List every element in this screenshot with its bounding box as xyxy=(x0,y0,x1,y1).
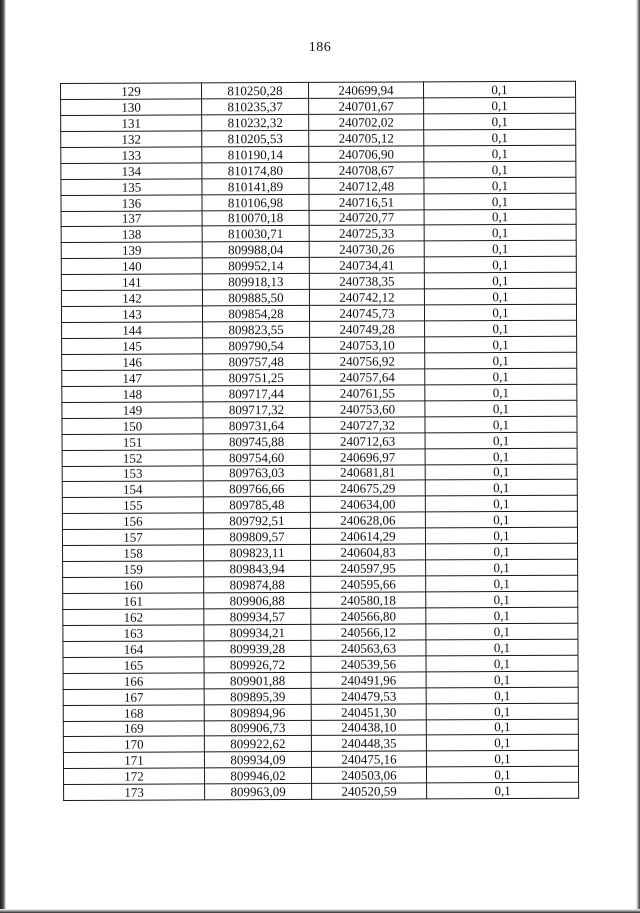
y-coordinate-cell: 240745,73 xyxy=(309,305,424,321)
x-coordinate-cell: 809939,28 xyxy=(204,640,311,656)
y-coordinate-cell: 240696,97 xyxy=(310,448,425,464)
x-coordinate-cell: 809906,88 xyxy=(204,592,311,608)
y-coordinate-cell: 240580,18 xyxy=(311,592,426,608)
x-coordinate-cell: 809885,50 xyxy=(202,290,309,306)
y-coordinate-cell: 240702,02 xyxy=(309,114,424,130)
scan-bottom-edge-shadow xyxy=(0,909,640,913)
point-number-cell: 137 xyxy=(61,210,202,227)
table-row xyxy=(63,591,578,609)
table-row xyxy=(62,480,577,498)
x-coordinate-cell: 809906,73 xyxy=(204,720,311,736)
x-coordinate-cell: 809901,88 xyxy=(204,672,311,688)
point-number-cell: 172 xyxy=(63,768,204,785)
table-row xyxy=(61,113,576,131)
point-number-cell: 142 xyxy=(61,290,202,307)
x-coordinate-cell: 809843,94 xyxy=(204,561,311,577)
scan-right-edge-shadow xyxy=(636,0,640,913)
x-coordinate-cell: 810235,37 xyxy=(202,98,309,114)
x-coordinate-cell: 809952,14 xyxy=(202,258,309,274)
point-number-cell: 130 xyxy=(61,99,202,116)
table-row xyxy=(61,209,576,227)
error-value-cell: 0,1 xyxy=(424,97,576,114)
error-value-cell: 0,1 xyxy=(426,719,578,736)
point-number-cell: 132 xyxy=(61,131,202,148)
y-coordinate-cell: 240566,12 xyxy=(311,624,426,640)
y-coordinate-cell: 240720,77 xyxy=(309,209,424,225)
error-value-cell: 0,1 xyxy=(425,320,577,337)
x-coordinate-cell: 809934,21 xyxy=(204,624,311,640)
error-value-cell: 0,1 xyxy=(426,575,578,592)
error-value-cell: 0,1 xyxy=(425,527,577,544)
table-row xyxy=(61,225,576,243)
x-coordinate-cell: 809792,51 xyxy=(203,513,310,529)
point-number-cell: 162 xyxy=(63,609,204,626)
error-value-cell: 0,1 xyxy=(426,687,578,704)
table-row xyxy=(62,336,577,354)
error-value-cell: 0,1 xyxy=(424,113,576,130)
table-row xyxy=(61,257,576,275)
error-value-cell: 0,1 xyxy=(426,559,578,576)
y-coordinate-cell: 240706,90 xyxy=(309,146,424,162)
point-number-cell: 152 xyxy=(62,449,203,466)
y-coordinate-cell: 240438,10 xyxy=(311,719,426,735)
table-row xyxy=(61,81,576,99)
x-coordinate-cell: 810190,14 xyxy=(202,146,309,162)
y-coordinate-cell: 240730,26 xyxy=(309,241,424,257)
x-coordinate-cell: 810174,80 xyxy=(202,162,309,178)
y-coordinate-cell: 240503,06 xyxy=(311,767,426,783)
error-value-cell: 0,1 xyxy=(426,591,578,608)
x-coordinate-cell: 809823,55 xyxy=(203,321,310,337)
table-row xyxy=(61,304,576,322)
error-value-cell: 0,1 xyxy=(426,655,578,672)
coordinates-table xyxy=(60,81,579,801)
table-row xyxy=(61,129,576,147)
point-number-cell: 131 xyxy=(61,115,202,132)
x-coordinate-cell: 810205,53 xyxy=(202,130,309,146)
x-coordinate-cell: 809754,60 xyxy=(203,449,310,465)
y-coordinate-cell: 240753,10 xyxy=(310,337,425,353)
y-coordinate-cell: 240701,67 xyxy=(309,98,424,114)
point-number-cell: 143 xyxy=(61,306,202,323)
y-coordinate-cell: 240451,30 xyxy=(311,703,426,719)
table-row xyxy=(62,400,577,418)
error-value-cell: 0,1 xyxy=(426,607,578,624)
x-coordinate-cell: 809751,25 xyxy=(203,369,310,385)
error-value-cell: 0,1 xyxy=(423,81,575,98)
table-row xyxy=(62,352,577,370)
point-number-cell: 134 xyxy=(61,163,202,180)
point-number-cell: 157 xyxy=(62,529,203,546)
table-row xyxy=(62,527,577,545)
error-value-cell: 0,1 xyxy=(425,496,577,513)
x-coordinate-cell: 809895,39 xyxy=(204,688,311,704)
x-coordinate-cell: 809717,32 xyxy=(203,401,310,417)
point-number-cell: 144 xyxy=(62,322,203,339)
error-value-cell: 0,1 xyxy=(424,225,576,242)
x-coordinate-cell: 809922,62 xyxy=(204,736,311,752)
point-number-cell: 149 xyxy=(62,402,203,419)
x-coordinate-cell: 809874,88 xyxy=(204,576,311,592)
point-number-cell: 148 xyxy=(62,386,203,403)
error-value-cell: 0,1 xyxy=(425,400,577,417)
point-number-cell: 138 xyxy=(61,226,202,243)
table-row xyxy=(63,623,578,641)
error-value-cell: 0,1 xyxy=(424,241,576,258)
y-coordinate-cell: 240708,67 xyxy=(309,162,424,178)
table-row xyxy=(64,782,579,800)
y-coordinate-cell: 240634,00 xyxy=(310,496,425,512)
table-row xyxy=(62,384,577,402)
y-coordinate-cell: 240705,12 xyxy=(309,130,424,146)
error-value-cell: 0,1 xyxy=(424,304,576,321)
table-row xyxy=(63,559,578,577)
table-row xyxy=(62,416,577,434)
x-coordinate-cell: 809766,66 xyxy=(203,481,310,497)
point-number-cell: 135 xyxy=(61,179,202,196)
point-number-cell: 168 xyxy=(63,704,204,721)
table-row xyxy=(63,655,578,673)
error-value-cell: 0,1 xyxy=(425,336,577,353)
x-coordinate-cell: 809934,09 xyxy=(204,752,311,768)
y-coordinate-cell: 240675,29 xyxy=(310,480,425,496)
error-value-cell: 0,1 xyxy=(424,272,576,289)
x-coordinate-cell: 810106,98 xyxy=(202,194,309,210)
point-number-cell: 154 xyxy=(62,481,203,498)
point-number-cell: 139 xyxy=(61,242,202,259)
point-number-cell: 155 xyxy=(62,497,203,514)
x-coordinate-cell: 809745,88 xyxy=(203,433,310,449)
error-value-cell: 0,1 xyxy=(425,464,577,481)
y-coordinate-cell: 240491,96 xyxy=(311,672,426,688)
y-coordinate-cell: 240475,16 xyxy=(311,751,426,767)
table-row xyxy=(63,671,578,689)
table-row xyxy=(62,464,577,482)
error-value-cell: 0,1 xyxy=(426,671,578,688)
x-coordinate-cell: 809763,03 xyxy=(203,465,310,481)
point-number-cell: 169 xyxy=(63,720,204,737)
error-value-cell: 0,1 xyxy=(424,145,576,162)
point-number-cell: 153 xyxy=(62,465,203,482)
y-coordinate-cell: 240479,53 xyxy=(311,688,426,704)
table-row xyxy=(62,432,577,450)
error-value-cell: 0,1 xyxy=(425,432,577,449)
point-number-cell: 150 xyxy=(62,418,203,435)
table-row xyxy=(61,241,576,259)
table-row xyxy=(63,767,578,785)
point-number-cell: 163 xyxy=(63,625,204,642)
x-coordinate-cell: 809809,57 xyxy=(203,529,310,545)
y-coordinate-cell: 240448,35 xyxy=(311,735,426,751)
table-row xyxy=(63,607,578,625)
x-coordinate-cell: 809757,48 xyxy=(203,353,310,369)
point-number-cell: 164 xyxy=(63,641,204,658)
scan-left-edge-shadow xyxy=(0,0,6,913)
x-coordinate-cell: 810030,71 xyxy=(202,226,309,242)
error-value-cell: 0,1 xyxy=(424,177,576,194)
y-coordinate-cell: 240756,92 xyxy=(310,353,425,369)
point-number-cell: 136 xyxy=(61,194,202,211)
error-value-cell: 0,1 xyxy=(425,480,577,497)
error-value-cell: 0,1 xyxy=(424,288,576,305)
error-value-cell: 0,1 xyxy=(425,352,577,369)
x-coordinate-cell: 809785,48 xyxy=(203,497,310,513)
point-number-cell: 171 xyxy=(63,752,204,769)
table-row xyxy=(63,751,578,769)
x-coordinate-cell: 810250,28 xyxy=(202,82,309,98)
y-coordinate-cell: 240734,41 xyxy=(309,257,424,273)
y-coordinate-cell: 240749,28 xyxy=(310,321,425,337)
point-number-cell: 165 xyxy=(63,657,204,674)
error-value-cell: 0,1 xyxy=(424,209,576,226)
y-coordinate-cell: 240712,63 xyxy=(310,433,425,449)
point-number-cell: 158 xyxy=(63,545,204,562)
x-coordinate-cell: 809717,44 xyxy=(203,385,310,401)
point-number-cell: 147 xyxy=(62,370,203,387)
point-number-cell: 145 xyxy=(62,338,203,355)
error-value-cell: 0,1 xyxy=(425,368,577,385)
point-number-cell: 156 xyxy=(62,513,203,530)
page-number: 186 xyxy=(308,40,332,55)
y-coordinate-cell: 240595,66 xyxy=(311,576,426,592)
error-value-cell: 0,1 xyxy=(426,623,578,640)
point-number-cell: 167 xyxy=(63,689,204,706)
x-coordinate-cell: 809946,02 xyxy=(204,768,311,784)
table-row xyxy=(63,687,578,705)
point-number-cell: 160 xyxy=(63,577,204,594)
error-value-cell: 0,1 xyxy=(427,782,579,799)
error-value-cell: 0,1 xyxy=(426,543,578,560)
table-row xyxy=(63,719,578,737)
x-coordinate-cell: 809918,13 xyxy=(202,274,309,290)
table-row xyxy=(61,193,576,211)
table-row xyxy=(62,496,577,514)
x-coordinate-cell: 809963,09 xyxy=(205,784,312,800)
x-coordinate-cell: 809731,64 xyxy=(203,417,310,433)
error-value-cell: 0,1 xyxy=(425,416,577,433)
error-value-cell: 0,1 xyxy=(424,193,576,210)
table-row xyxy=(63,639,578,657)
point-number-cell: 166 xyxy=(63,673,204,690)
x-coordinate-cell: 809790,54 xyxy=(203,337,310,353)
point-number-cell: 140 xyxy=(61,258,202,275)
y-coordinate-cell: 240738,35 xyxy=(309,273,424,289)
table-row xyxy=(62,448,577,466)
point-number-cell: 133 xyxy=(61,147,202,164)
y-coordinate-cell: 240628,06 xyxy=(310,512,425,528)
table-row xyxy=(63,575,578,593)
y-coordinate-cell: 240604,83 xyxy=(311,544,426,560)
y-coordinate-cell: 240725,33 xyxy=(309,225,424,241)
point-number-cell: 151 xyxy=(62,434,203,451)
point-number-cell: 173 xyxy=(64,784,205,801)
point-number-cell: 170 xyxy=(63,736,204,753)
x-coordinate-cell: 809988,04 xyxy=(202,242,309,258)
error-value-cell: 0,1 xyxy=(424,129,576,146)
table-row xyxy=(61,288,576,306)
x-coordinate-cell: 810141,89 xyxy=(202,178,309,194)
y-coordinate-cell: 240716,51 xyxy=(309,193,424,209)
point-number-cell: 161 xyxy=(63,593,204,610)
table-row xyxy=(61,145,576,163)
coordinates-table-body xyxy=(61,81,579,800)
error-value-cell: 0,1 xyxy=(426,751,578,768)
y-coordinate-cell: 240712,48 xyxy=(309,178,424,194)
x-coordinate-cell: 809934,57 xyxy=(204,608,311,624)
x-coordinate-cell: 810232,32 xyxy=(202,114,309,130)
table-row xyxy=(61,97,576,115)
error-value-cell: 0,1 xyxy=(424,161,576,178)
y-coordinate-cell: 240614,29 xyxy=(310,528,425,544)
y-coordinate-cell: 240681,81 xyxy=(310,464,425,480)
y-coordinate-cell: 240757,64 xyxy=(310,369,425,385)
table-row xyxy=(63,735,578,753)
x-coordinate-cell: 809926,72 xyxy=(204,656,311,672)
y-coordinate-cell: 240520,59 xyxy=(312,783,427,799)
error-value-cell: 0,1 xyxy=(424,257,576,274)
y-coordinate-cell: 240563,63 xyxy=(311,640,426,656)
y-coordinate-cell: 240753,60 xyxy=(310,401,425,417)
point-number-cell: 159 xyxy=(63,561,204,578)
point-number-cell: 146 xyxy=(62,354,203,371)
point-number-cell: 129 xyxy=(61,83,202,100)
error-value-cell: 0,1 xyxy=(426,703,578,720)
x-coordinate-cell: 809823,11 xyxy=(204,545,311,561)
error-value-cell: 0,1 xyxy=(425,448,577,465)
y-coordinate-cell: 240727,32 xyxy=(310,417,425,433)
y-coordinate-cell: 240742,12 xyxy=(309,289,424,305)
error-value-cell: 0,1 xyxy=(425,384,577,401)
error-value-cell: 0,1 xyxy=(426,767,578,784)
table-row xyxy=(61,161,576,179)
x-coordinate-cell: 810070,18 xyxy=(202,210,309,226)
point-number-cell: 141 xyxy=(61,274,202,291)
y-coordinate-cell: 240566,80 xyxy=(311,608,426,624)
table-row xyxy=(61,272,576,290)
x-coordinate-cell: 809894,96 xyxy=(204,704,311,720)
y-coordinate-cell: 240699,94 xyxy=(308,82,423,98)
table-row xyxy=(63,703,578,721)
table-row xyxy=(63,543,578,561)
error-value-cell: 0,1 xyxy=(425,512,577,529)
error-value-cell: 0,1 xyxy=(426,639,578,656)
y-coordinate-cell: 240761,55 xyxy=(310,385,425,401)
table-row xyxy=(61,177,576,195)
x-coordinate-cell: 809854,28 xyxy=(202,306,309,322)
table-row xyxy=(62,368,577,386)
table-row xyxy=(62,512,577,530)
y-coordinate-cell: 240539,56 xyxy=(311,656,426,672)
y-coordinate-cell: 240597,95 xyxy=(311,560,426,576)
table-row xyxy=(62,320,577,338)
error-value-cell: 0,1 xyxy=(426,735,578,752)
